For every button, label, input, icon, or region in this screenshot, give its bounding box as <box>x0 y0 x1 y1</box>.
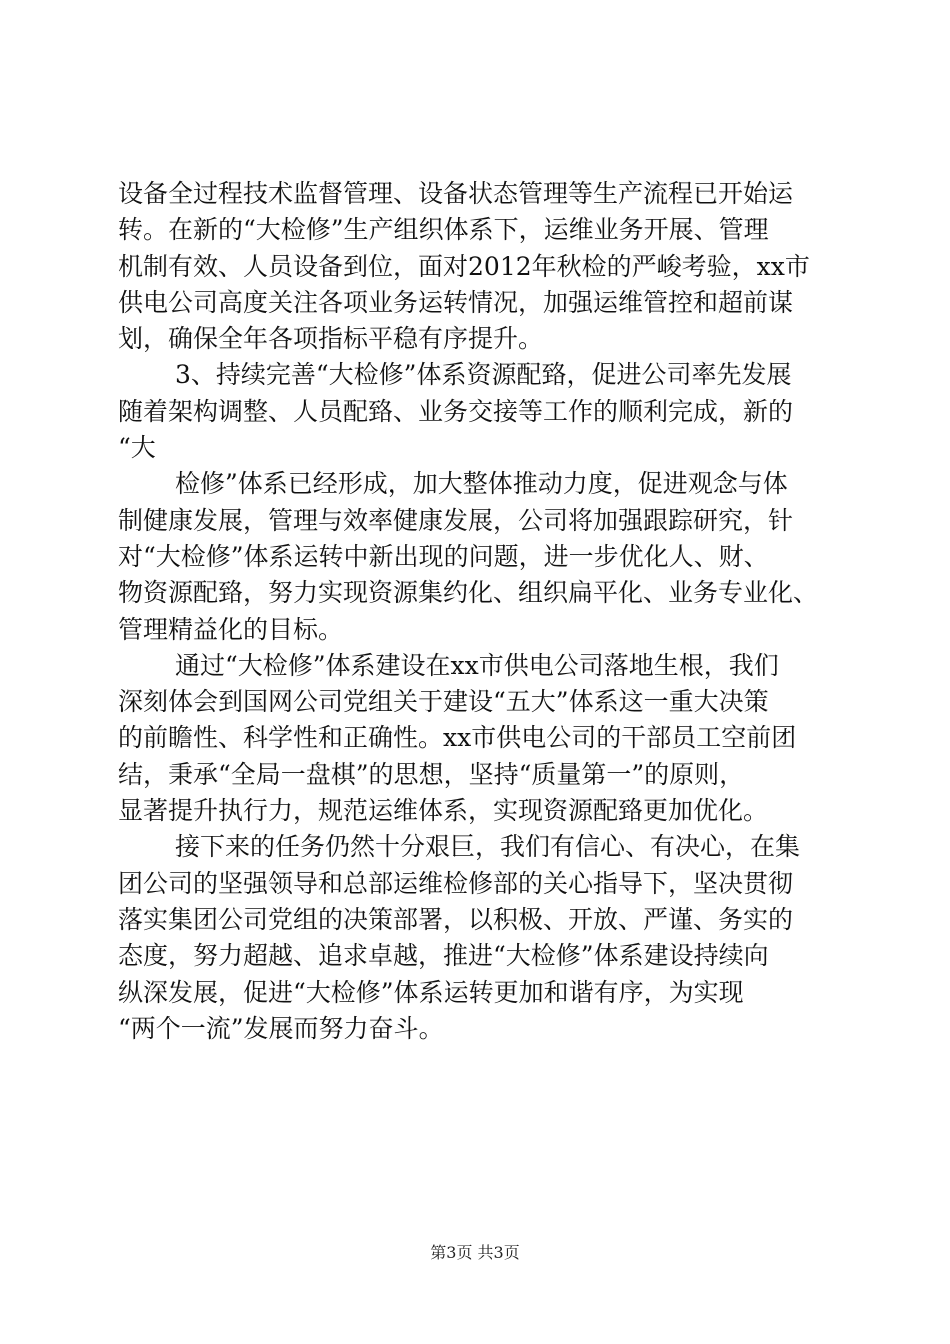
text-line: 结，秉承“全局一盘棋”的思想，坚持“质量第一”的原则， <box>118 759 745 789</box>
text-line: 转。在新的“大检修”生产组织体系下，运维业务开展、管理 <box>118 215 769 245</box>
text-line: 态度，努力超越、追求卓越，推进“大检修”体系建设持续向 <box>118 941 769 971</box>
text-line: “两个一流”发展而努力奋斗。 <box>118 1013 444 1043</box>
text-line: 通过“大检修”体系建设在xx市供电公司落地生根，我们 <box>175 650 779 680</box>
text-line: 纵深发展，促进“大检修”体系运转更加和谐有序，为实现 <box>118 977 744 1007</box>
text-line: 深刻体会到国网公司党组关于建设“五大”体系这一重大决策 <box>118 687 769 717</box>
text-line: 的前瞻性、科学性和正确性。xx市供电公司的干部员工空前团 <box>118 723 797 753</box>
text-line: 对“大检修”体系运转中新出现的问题，进一步优化人、财、 <box>118 541 769 571</box>
text-line: 落实集团公司党组的决策部署，以积极、开放、严谨、务实的 <box>118 904 794 934</box>
text-line: 机制有效、人员设备到位，面对2012年秋检的严峻考验，xx市 <box>118 251 810 281</box>
text-line: “大 <box>118 433 156 463</box>
page-number-footer: 第3页 共3页 <box>430 1243 520 1262</box>
text-line: 显著提升执行力，规范运维体系，实现资源配臵更加优化。 <box>118 796 769 826</box>
text-line: 物资源配臵，努力实现资源集约化、组织扁平化、业务专业化、 <box>118 578 819 608</box>
text-line: 设备全过程技术监督管理、设备状态管理等生产流程已开始运 <box>118 179 794 208</box>
text-line: 检修”体系已经形成，加大整体推动力度，促进观念与体 <box>175 469 788 499</box>
text-line: 划，确保全年各项指标平稳有序提升。 <box>118 324 544 354</box>
text-line: 团公司的坚强领导和总部运维检修部的关心指导下，坚决贯彻 <box>118 868 794 898</box>
text-line: 接下来的任务仍然十分艰巨，我们有信心、有决心，在集 <box>175 832 801 862</box>
text-line: 管理精益化的目标。 <box>118 614 344 644</box>
section-heading: 3、持续完善“大检修”体系资源配臵，促进公司率先发展 <box>175 360 792 390</box>
text-line: 制健康发展，管理与效率健康发展，公司将加强跟踪研究，针 <box>118 505 794 535</box>
text-line: 供电公司高度关注各项业务运转情况，加强运维管控和超前谋 <box>118 287 794 317</box>
body-text <box>118 176 838 1047</box>
text-line: 随着架构调整、人员配臵、业务交接等工作的顺利完成，新的 <box>118 396 794 426</box>
